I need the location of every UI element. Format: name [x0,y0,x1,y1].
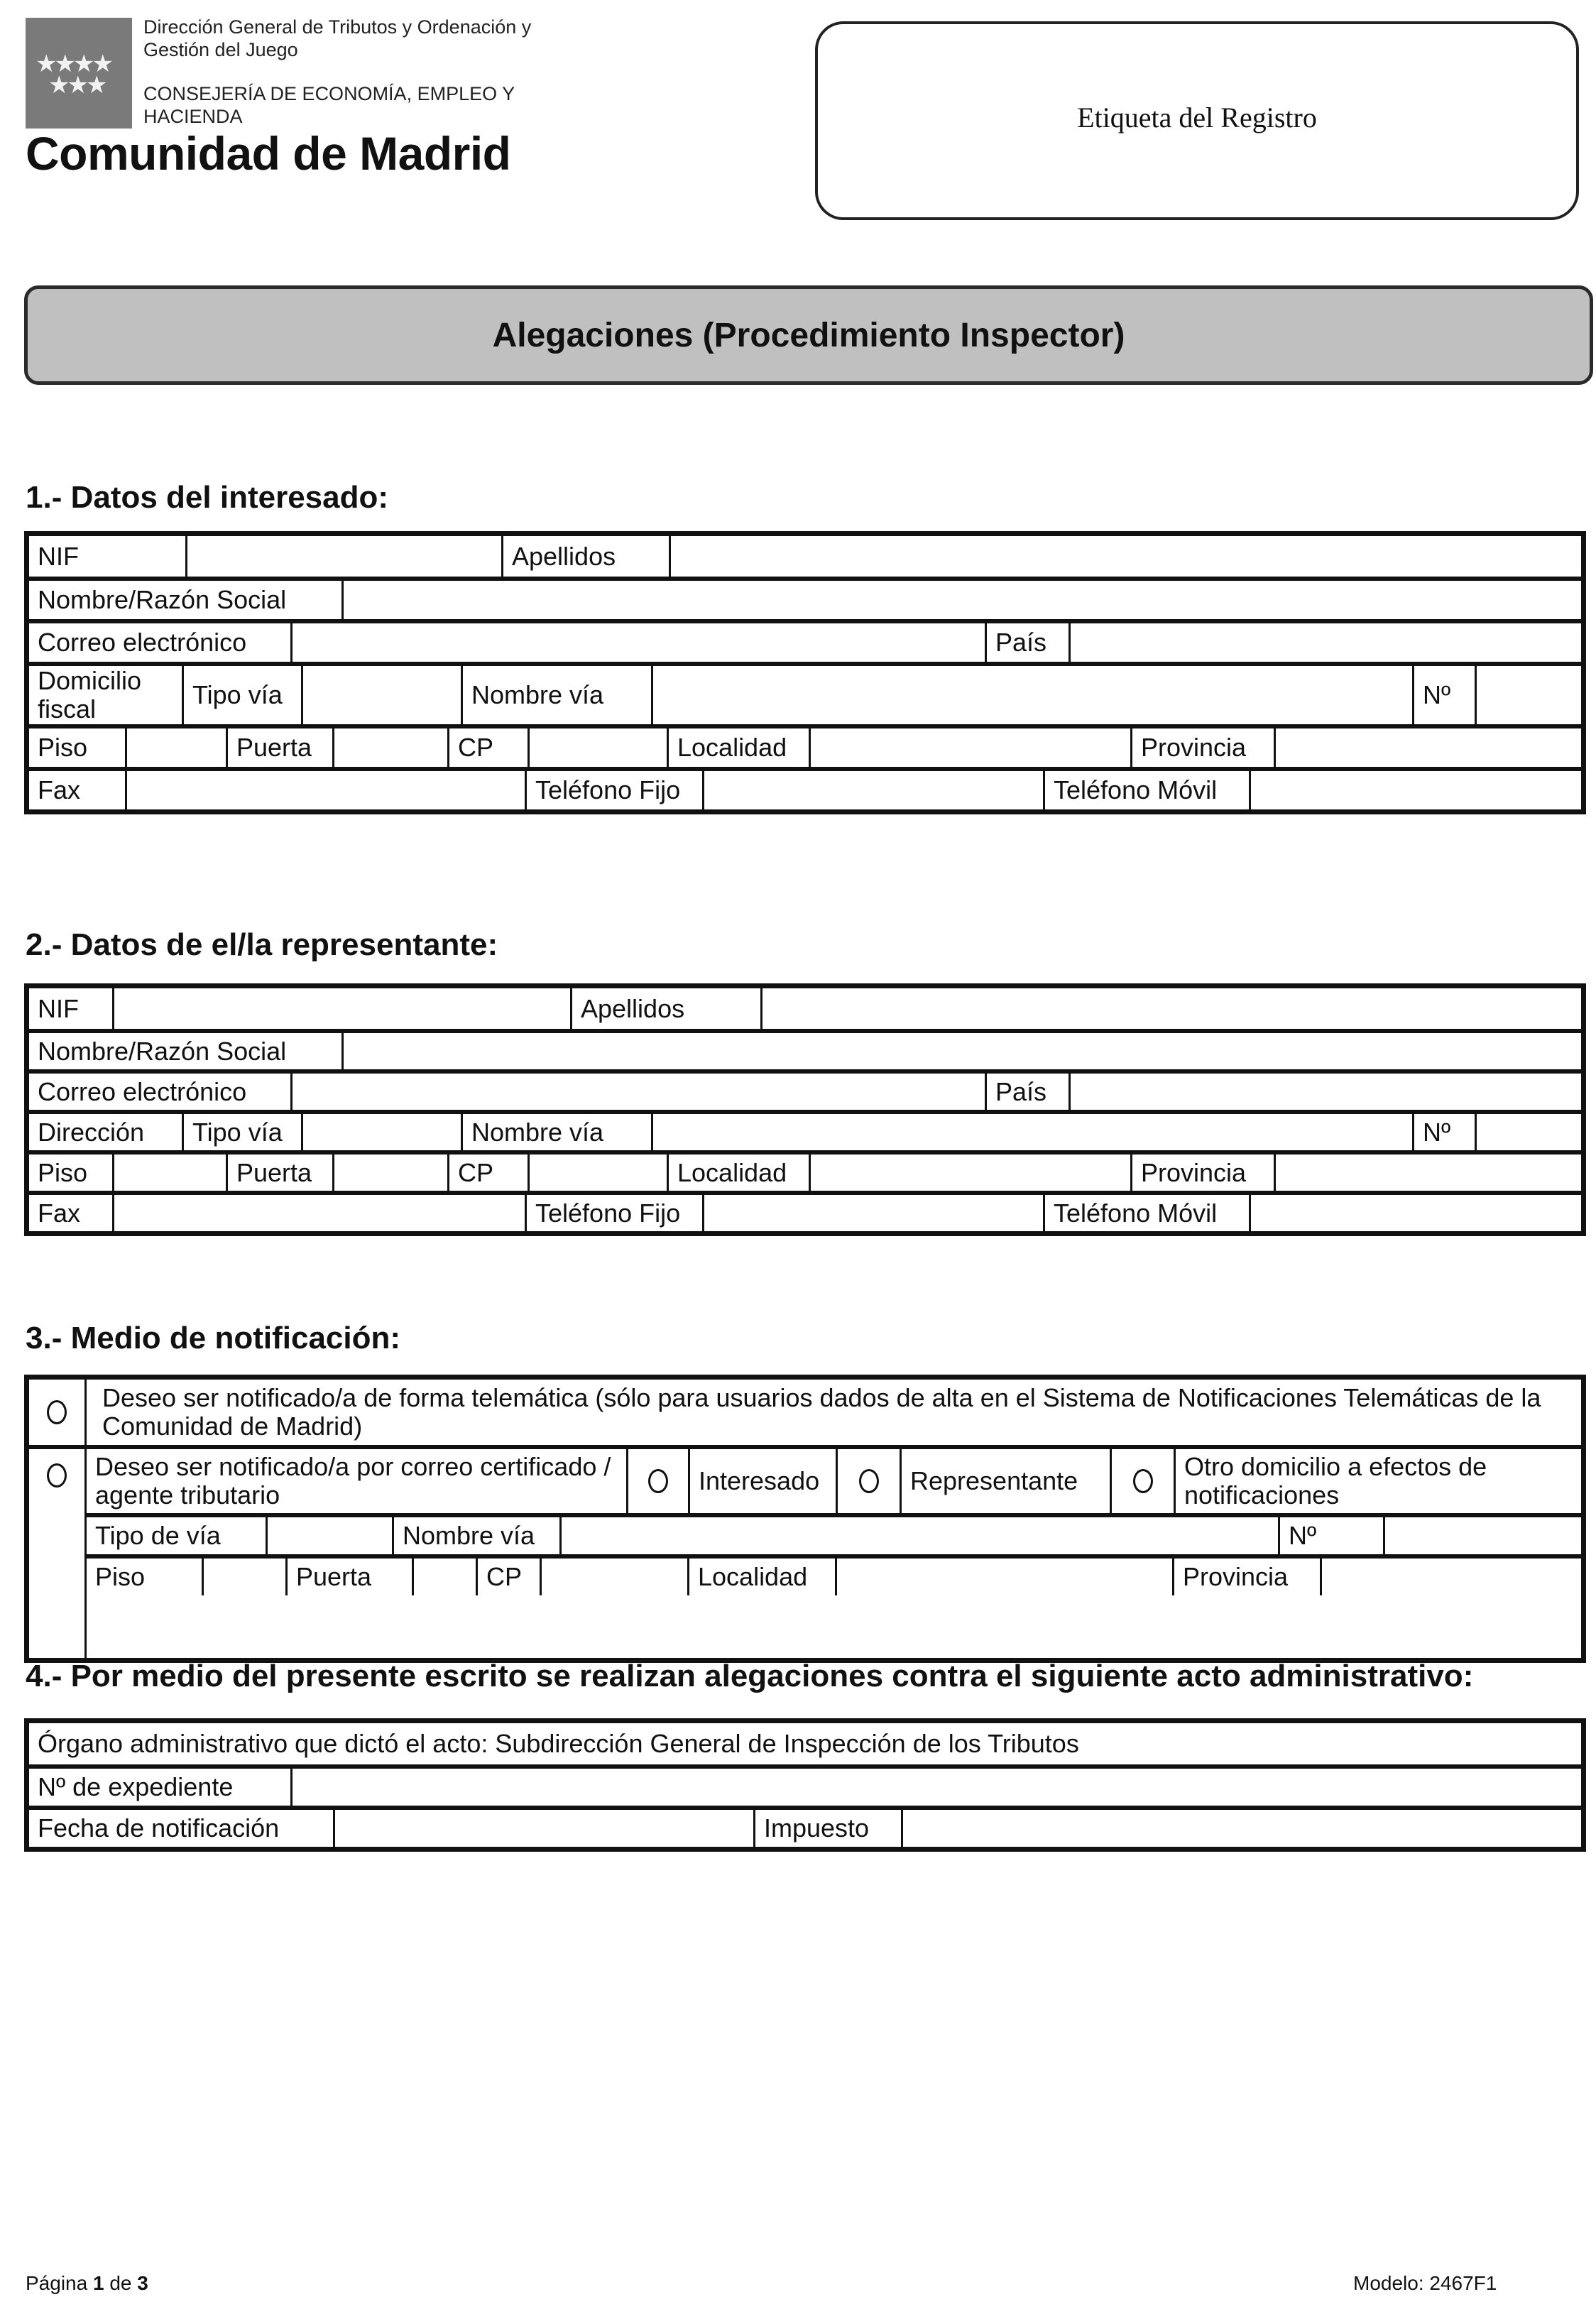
org-name [143,16,531,61]
notif-nombre-via-field[interactable] [559,1517,1278,1554]
interesado-pais-field[interactable] [1068,623,1581,662]
impuesto-field[interactable] [901,1810,1581,1847]
radio-correo-cell[interactable] [29,1449,84,1658]
label-expediente: Nº de expediente [38,1772,234,1801]
label-cp: CP [447,1154,528,1191]
label-puerta: Puerta [226,1154,332,1191]
label-piso: Piso [38,733,88,762]
representante-fax-field[interactable] [112,1195,525,1231]
form-title: Alegaciones (Procedimiento Inspector) [492,316,1125,354]
label-tipo-via: Tipo vía [182,1114,301,1150]
label-cp: CP [476,1559,540,1595]
label-provincia: Provincia [1130,728,1274,767]
notif-numero-field[interactable] [1383,1517,1581,1554]
interesado-numero-field[interactable] [1475,666,1581,724]
representante-nombre-via-field[interactable] [651,1114,1412,1150]
org-line-1: Dirección General de Tributos y Ordenación y [143,16,532,38]
org-line-2: Gestión del Juego [143,39,298,60]
label-tel-movil: Teléfono Móvil [1043,771,1249,809]
interesado-nombre-field[interactable] [341,581,1581,619]
label-correo: Correo electrónico [38,628,247,657]
notif-tipo-via-field[interactable] [266,1517,392,1554]
label-cp: CP [447,728,528,767]
registro-label-box [815,21,1579,220]
dept-line-2: HACIENDA [143,106,243,127]
label-numero: Nº [1412,666,1475,724]
label-numero: Nº [1412,1114,1475,1150]
label-tel-fijo: Teléfono Fijo [525,771,702,809]
label-piso: Piso [38,1157,88,1187]
acto-grid [24,1718,1586,1852]
stars-icon: ★★★★ ★★★ [35,50,111,99]
representante-nif-field[interactable] [112,988,570,1029]
label-piso: Piso [95,1562,146,1591]
interesado-fax-field[interactable] [125,771,525,809]
page-indicator [26,2272,148,2295]
label-tipo-via: Tipo vía [182,666,301,724]
radio-otro-domicilio[interactable] [1133,1469,1153,1493]
label-nombre: Nombre/Razón Social [38,585,287,614]
label-localidad: Localidad [667,1154,809,1191]
interesado-piso-field[interactable] [125,728,226,767]
interesado-nif-field[interactable] [185,536,501,577]
correo-subgrid [84,1449,1581,1658]
label-nif: NIF [38,541,79,571]
brand-title: Comunidad de Madrid [26,127,511,180]
notif-cp-field[interactable] [540,1559,687,1595]
radio-interesado-cell[interactable] [626,1449,688,1513]
representante-piso-field[interactable] [112,1154,226,1191]
representante-localidad-field[interactable] [809,1154,1130,1191]
label-nombre: Nombre/Razón Social [38,1036,287,1066]
interesado-tel-movil-field[interactable] [1249,771,1581,809]
label-apellidos: Apellidos [501,536,669,577]
fecha-field[interactable] [333,1810,753,1847]
page-prefix: Página [26,2272,93,2294]
label-correo: Correo electrónico [38,1076,247,1106]
label-fax: Fax [38,1198,81,1228]
representante-numero-field[interactable] [1475,1114,1581,1150]
radio-telematica-cell[interactable] [29,1380,84,1445]
interesado-puerta-field[interactable] [332,728,447,767]
radio-telematica[interactable] [47,1400,67,1424]
representante-provincia-field[interactable] [1274,1154,1581,1191]
representante-pais-field[interactable] [1068,1074,1581,1110]
sub-representante-label: Representante [900,1449,1110,1513]
representante-tipo-via-field[interactable] [301,1114,461,1150]
label-pais: País [985,1074,1068,1110]
interesado-tipo-via-field[interactable] [301,666,461,724]
interesado-cp-field[interactable] [528,728,667,767]
form-title-bar [24,285,1593,385]
label-puerta: Puerta [285,1559,412,1595]
label-numero: Nº [1278,1517,1383,1554]
label-direccion: Dirección [38,1117,145,1147]
label-localidad: Localidad [687,1559,835,1595]
notif-piso-field[interactable] [202,1559,285,1595]
interesado-correo-field[interactable] [290,623,985,662]
representante-correo-field[interactable] [290,1074,985,1110]
notificacion-grid [24,1375,1586,1663]
radio-correo[interactable] [47,1463,67,1488]
sub-interesado-label: Interesado [688,1449,836,1513]
sub-otro-label: Otro domicilio a efectos de notificaciones [1174,1449,1581,1513]
organo-label: Órgano administrativo que dictó el acto: Subdirección General de Inspección de los Tributos [38,1729,1079,1758]
label-tipo-via: Tipo de vía [95,1521,221,1550]
label-puerta: Puerta [226,728,332,767]
representante-tel-movil-field[interactable] [1249,1195,1581,1231]
option-correo-label: Deseo ser notificado/a por correo certificado / agente tributario [95,1452,611,1510]
label-nombre-via: Nombre vía [392,1517,559,1554]
notif-localidad-field[interactable] [835,1559,1172,1595]
representante-tel-fijo-field[interactable] [702,1195,1043,1231]
interesado-grid [24,531,1586,814]
label-provincia: Provincia [1172,1559,1320,1595]
label-fax: Fax [38,775,81,804]
section3-heading: 3.- Medio de notificación: [26,1321,401,1355]
interesado-tel-fijo-field[interactable] [702,771,1043,809]
label-tel-movil: Teléfono Móvil [1043,1195,1249,1231]
representante-cp-field[interactable] [528,1154,667,1191]
label-nombre-via: Nombre vía [461,1114,651,1150]
radio-otro-cell[interactable] [1110,1449,1174,1513]
representante-puerta-field[interactable] [332,1154,447,1191]
page-current: 1 [92,2272,104,2294]
representante-apellidos-field[interactable] [760,988,1581,1029]
label-impuesto: Impuesto [753,1810,901,1847]
label-provincia: Provincia [1130,1154,1274,1191]
notif-puerta-field[interactable] [412,1559,476,1595]
label-tel-fijo: Teléfono Fijo [525,1195,702,1231]
interesado-provincia-field[interactable] [1274,728,1581,767]
comunidad-madrid-logo [26,18,132,129]
radio-representante[interactable] [859,1469,879,1493]
registro-label: Etiqueta del Registro [1077,101,1317,133]
page-sep: de [104,2272,138,2294]
label-fecha: Fecha de notificación [38,1813,280,1843]
label-nif: NIF [38,993,79,1023]
dept-name [143,82,515,128]
notif-provincia-field[interactable] [1320,1559,1581,1595]
section4-heading: 4.- Por medio del presente escrito se realizan alegaciones contra el siguiente acto administrativo: [26,1659,1474,1693]
label-localidad: Localidad [667,728,809,767]
section2-heading: 2.- Datos de el/la representante: [26,927,498,962]
modelo-label: Modelo: 2467F1 [1353,2272,1497,2294]
label-apellidos: Apellidos [570,988,760,1029]
interesado-nombre-via-field[interactable] [651,666,1412,724]
page-total: 3 [137,2272,148,2294]
representante-nombre-field[interactable] [341,1033,1581,1069]
radio-interesado[interactable] [648,1469,668,1493]
dept-line-1: CONSEJERÍA DE ECONOMÍA, EMPLEO Y [143,83,515,104]
section1-heading: 1.- Datos del interesado: [26,480,389,515]
label-pais: País [985,623,1068,662]
representante-grid [24,983,1586,1236]
option-telematica-label: Deseo ser notificado/a de forma telemática (sólo para usuarios dados de alta en el Sistema de Notificaciones Telemáticas de la Comunidad de Madrid) [84,1380,1581,1445]
interesado-apellidos-field[interactable] [669,536,1581,577]
label-nombre-via: Nombre vía [461,666,651,724]
radio-representante-cell[interactable] [836,1449,900,1513]
label-domicilio: Domicilio fiscal [38,666,142,724]
interesado-localidad-field[interactable] [809,728,1130,767]
expediente-field[interactable] [290,1769,1581,1806]
